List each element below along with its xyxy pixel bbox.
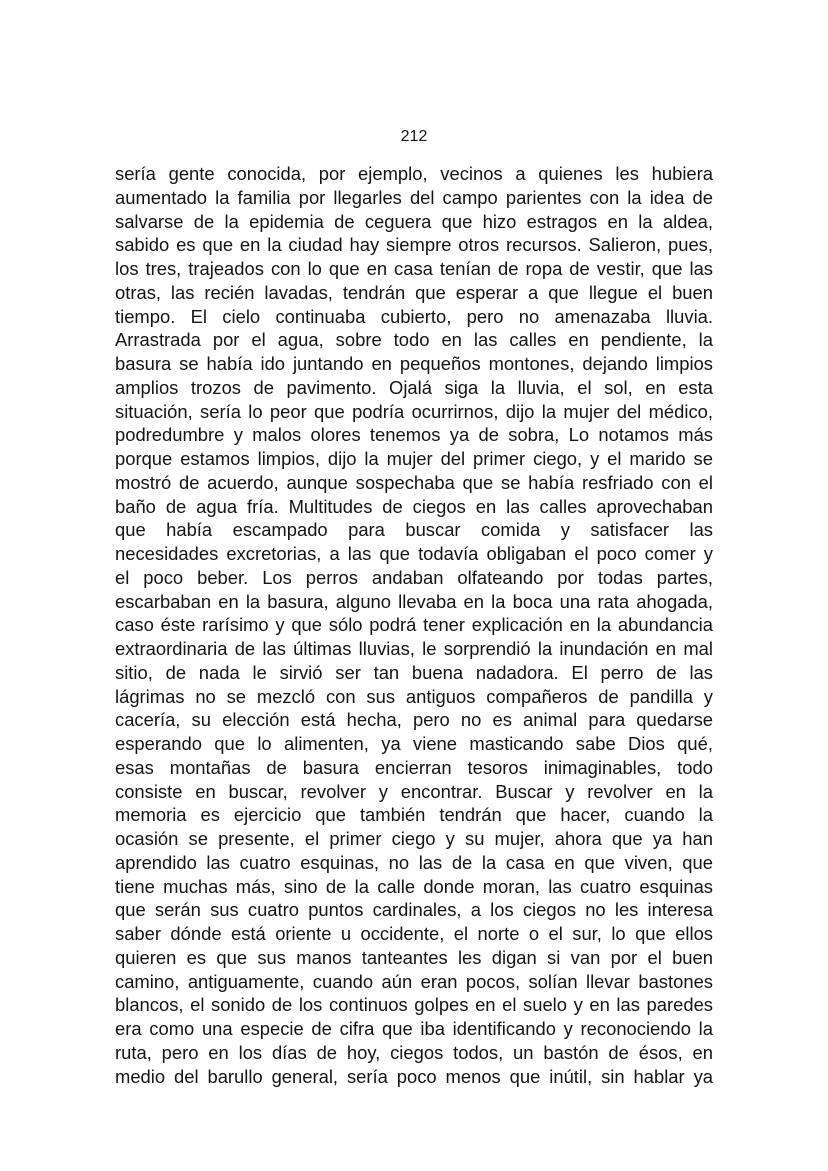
text-line: ocasión se presente, el primer ciego y su mujer, ahora que ya han: [115, 828, 713, 849]
text-line: que serán sus cuatro puntos cardinales, a los ciegos no les interesa: [115, 899, 713, 921]
text-line: sabido es que en la ciudad hay siempre otros recursos. Salieron, pues,: [115, 234, 713, 256]
text-line: podredumbre y malos olores tenemos ya de sobra, Lo notamos más: [115, 424, 713, 446]
text-line: que había escampado para buscar comida y satisfacer las: [115, 519, 713, 541]
text-line: camino, antiguamente, cuando aún eran pocos, solían llevar bastones: [115, 970, 713, 992]
text-line: necesidades excretorias, a las que todavía obligaban el poco comer y: [115, 543, 713, 564]
text-line: quieren es que sus manos tanteantes les digan si van por el buen: [115, 946, 713, 968]
text-line: otras, las recién lavadas, tendrán que esperar a que llegue el buen: [115, 281, 713, 303]
text-line: sería gente conocida, por ejemplo, vecinos a quienes les hubiera: [115, 163, 713, 184]
text-line: salvarse de la epidemia de ceguera que hizo estragos en la aldea,: [115, 210, 713, 232]
text-line: escarbaban en la basura, alguno llevaba en la boca una rata ahogada,: [115, 590, 713, 612]
text-line: caso éste rarísimo y que sólo podrá tener explicación en la abundancia: [115, 614, 713, 636]
text-line: aumentado la familia por llegarles del campo parientes con la idea de: [115, 186, 713, 208]
text-line: situación, sería lo peor que podría ocurrirnos, dijo la mujer del médico,: [115, 400, 713, 422]
page-number: 212: [400, 128, 428, 145]
text-line: memoria es ejercicio que también tendrán que hacer, cuando la: [115, 804, 713, 826]
text-line: porque estamos limpios, dijo la mujer del primer ciego, y el marido se: [115, 448, 713, 469]
text-line: basura se había ido juntando en pequeños montones, dejando limpios: [115, 353, 713, 374]
text-line: tiene muchas más, sino de la calle donde moran, las cuatro esquinas: [115, 875, 713, 897]
text-line: extraordinaria de las últimas lluvias, le sorprendió la inundación en mal: [115, 638, 713, 659]
text-line: el poco beber. Los perros andaban olfateando por todas partes,: [115, 566, 713, 588]
text-line: mostró de acuerdo, aunque sospechaba que se había resfriado con el: [115, 471, 713, 493]
text-line: los tres, trajeados con lo que en casa tenían de ropa de vestir, que las: [115, 258, 713, 279]
body-text: [115, 162, 713, 1088]
text-line: consiste en buscar, revolver y encontrar. Buscar y revolver en la: [115, 780, 713, 802]
text-line: medio del barullo general, sería poco menos que inútil, sin hablar ya: [115, 1065, 713, 1087]
text-line: Arrastrada por el agua, sobre todo en las calles en pendiente, la: [115, 329, 713, 351]
text-line: esperando que lo alimenten, ya viene masticando sabe Dios qué,: [115, 733, 713, 754]
text-line: lágrimas no se mezcló con sus antiguos compañeros de pandilla y: [115, 685, 713, 707]
text-line: saber dónde está oriente u occidente, el norte o el sur, lo que ellos: [115, 923, 713, 944]
text-line: cacería, su elección está hecha, pero no es animal para quedarse: [115, 709, 713, 731]
text-line: aprendido las cuatro esquinas, no las de la casa en que viven, que: [115, 851, 713, 873]
text-line: tiempo. El cielo continuaba cubierto, pero no amenazaba lluvia.: [115, 305, 713, 327]
text-line: era como una especie de cifra que iba identificando y reconociendo la: [115, 1018, 713, 1039]
text-line: ruta, pero en los días de hoy, ciegos todos, un bastón de ésos, en: [115, 1041, 713, 1063]
text-line: amplios trozos de pavimento. Ojalá siga la lluvia, el sol, en esta: [115, 376, 713, 398]
text-line: blancos, el sonido de los continuos golpes en el suelo y en las paredes: [115, 994, 713, 1016]
text-line: baño de agua fría. Multitudes de ciegos en las calles aprovechaban: [115, 495, 713, 517]
text-line: esas montañas de basura encierran tesoros inimaginables, todo: [115, 756, 713, 778]
text-line: sitio, de nada le sirvió ser tan buena nadadora. El perro de las: [115, 661, 713, 683]
